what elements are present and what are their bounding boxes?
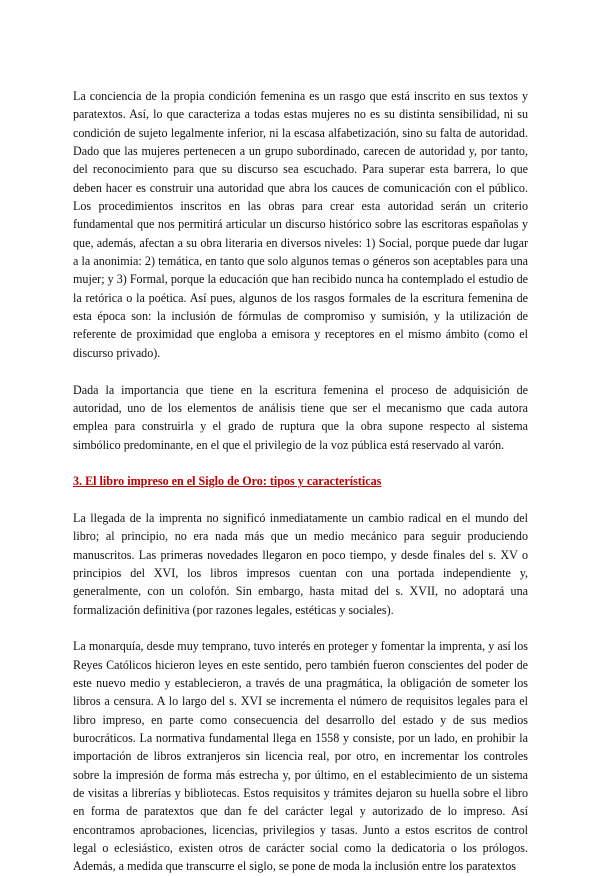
paragraph-monarchy-censorship: La monarquía, desde muy temprano, tuvo interés en proteger y fomentar la imprenta, y así los Reyes Católicos hicieron leyes en este sentido, pero también fueron conscientes del poder de este nuevo medio y establecieron, a través de una pragmática, la obligación de someter los libros a censura. A lo largo del s. XVI se incrementa el número de requisitos legales para el libro impreso, en parte como consecuencia del desarrollo del estado y de sus medios burocráticos. La normativa fundamental llega en 1558 y consiste, por un lado, en prohibir la importación de libros extranjeros sin licencia real, por otro, en incrementar los controles sobre la impresión de forma más estrecha y, por último, en el establecimiento de un sistema de visitas a librerías y bibliotecas. Estos requisitos y trámites dejaron su huella sobre el libro en forma de paratextos que dan fe del carácter legal y autorizado de lo impreso. Así encontramos aprobaciones, licencias, privilegios y tasas. Junto a estos escritos de control legal o eclesiástico, existen otros de carácter social como la dedicatoria o los prólogos. Además, a medida que transcurre el siglo, se pone de moda la inclusión entre los paratextos — [73, 639, 528, 874]
paragraph-authority-analysis: Dada la importancia que tiene en la escritura femenina el proceso de adquisición de autoridad, uno de los elementos de análisis tiene que ser el mecanismo que cada autora emplea para construirla y el grado de ruptura que la obra supone respecto al sistema simbólico predominante, en el que el privilegio de la voz pública está reservado al varón. — [73, 382, 528, 452]
paragraph-authority-intro: La conciencia de la propia condición femenina es un rasgo que está inscrito en sus textos y paratextos. Así, lo que caracteriza a todas estas mujeres no es su distinta sensibilidad, ni su condición de sujeto legalmente inferior, ni la escasa alfabetización, sino su falta de autoridad. Dado que las mujeres pertenecen a un grupo subordinado, carecen de autoridad y, por tanto, del reconocimiento para que su discurso sea escuchado. Para superar esta barrera, lo que deben hacer es construir una autoridad que abra los cauces de comunicación con el público. Los procedimientos inscritos en las obras para crear esta autoridad serán un criterio fundamental que nos permitirá articular un discurso histórico sobre las escritoras españolas y que, además, afectan a su obra literaria en diversos niveles: 1) Social, porque puede dar lugar a la anonimia: 2) temática, en tanto que solo algunos temas o géneros son aceptables para una mujer; y 3) Formal, porque la educación que han recibido nunca ha contemplado el estudio de la retórica o la poética. Así pues, algunos de los rasgos formales de la escritura femenina de esta época son: la inclusión de fórmulas de compromiso y sumisión, y la utilización de referente de proximidad que engloba a emisora y receptores en el mismo ámbito (como el discurso privado). — [73, 89, 528, 360]
document-page — [73, 87, 528, 876]
section-heading: 3. El libro impreso en el Siglo de Oro: tipos y características — [73, 474, 382, 489]
paragraph-printing-arrival: La llegada de la imprenta no significó inmediatamente un cambio radical en el mundo del libro; al principio, no era nada más que un medio mecánico para seguir produciendo manuscritos. Las primeras novedades llegaron en poco tiempo, y desde finales del s. XV o principios del XVI, los libros impresos cuentan con una portada independiente y, generalmente, con un colofón. Sin embargo, hasta mitad del s. XVII, no adoptará una formalización definitiva (por razones legales, estéticas y sociales). — [73, 510, 528, 617]
